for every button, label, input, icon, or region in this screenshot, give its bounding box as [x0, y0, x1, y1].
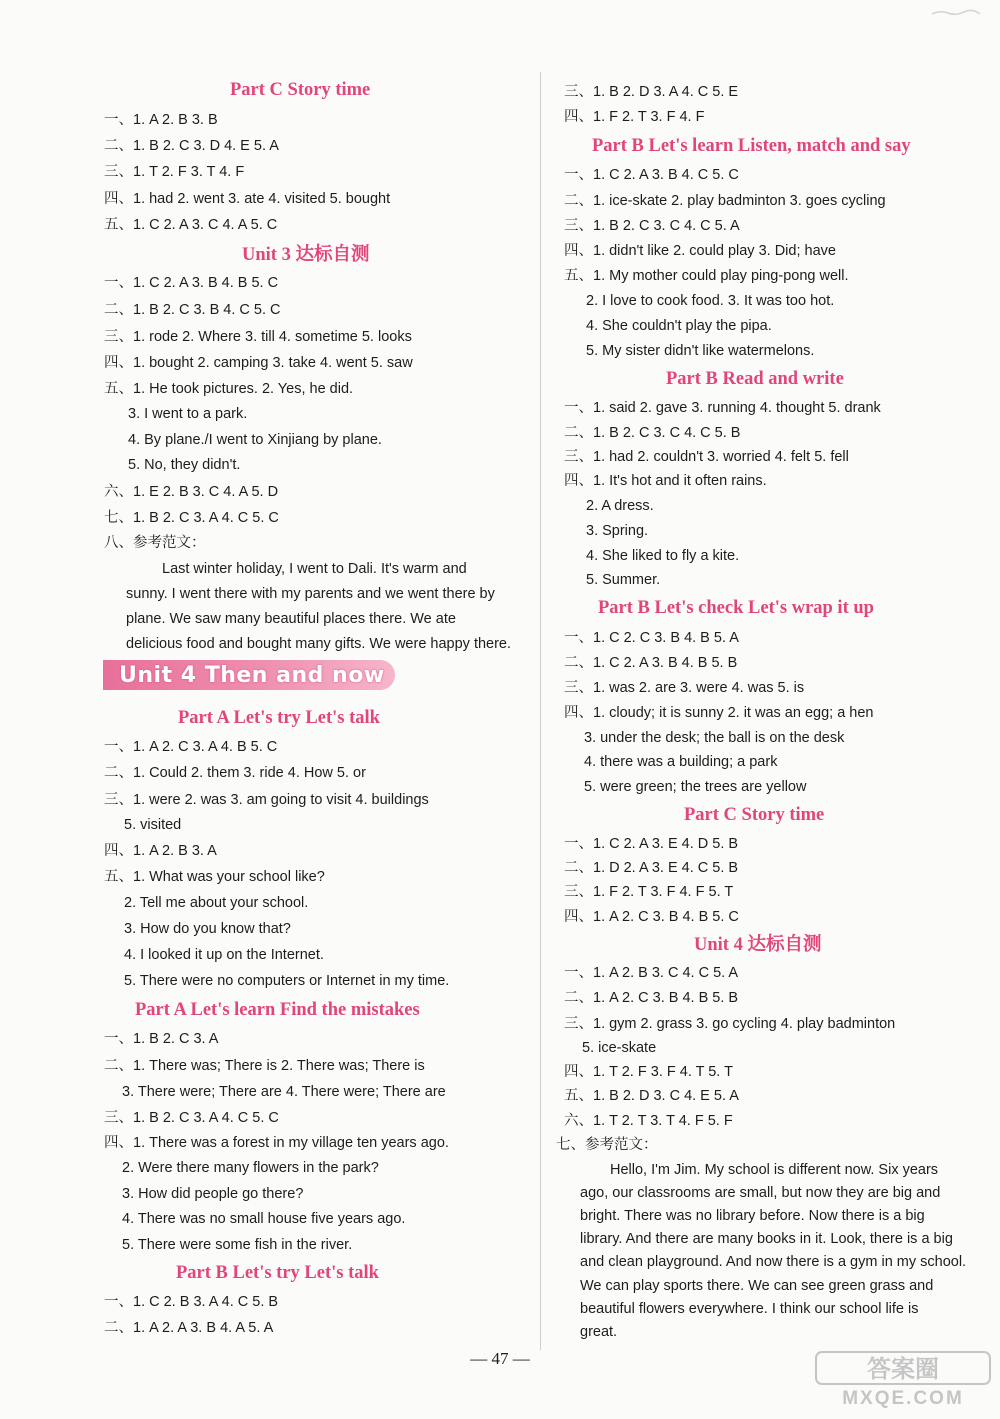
answer-line: 2. Tell me about your school.: [124, 895, 309, 911]
answer-line: 六、1. T 2. T 3. T 4. F 5. F: [564, 1113, 733, 1129]
watermark-mark: [812, 1350, 994, 1386]
answer-line: 5. visited: [124, 817, 182, 833]
answer-line: 四、1. There was a forest in my village ten years ago.: [104, 1135, 449, 1151]
answer-line: 5. There were no computers or Internet in my time.: [124, 973, 450, 989]
answer-line: 3. I went to a park.: [128, 406, 248, 422]
answer-line: plane. We saw many beautiful places there. We ate: [126, 611, 456, 627]
answer-line: 三、1. F 2. T 3. F 4. F 5. T: [564, 884, 734, 900]
section-heading-part-a-let-s-try-let-s-talk: Part A Let's try Let's talk: [178, 708, 380, 728]
answer-line: 五、1. He took pictures. 2. Yes, he did.: [104, 381, 354, 397]
answer-line: 二、1. ice-skate 2. play badminton 3. goes cycling: [564, 193, 886, 209]
page-number: — 47 —: [470, 1349, 530, 1368]
watermark-url: MXQE.COM: [842, 1388, 964, 1409]
answer-line: 4. I looked it up on the Internet.: [124, 947, 324, 963]
answer-line: 一、1. C 2. B 3. A 4. C 5. B: [104, 1294, 279, 1310]
answer-line: 五、1. What was your school like?: [104, 869, 325, 885]
answer-line: delicious food and bought many gifts. We were happy there.: [126, 636, 512, 652]
answer-line: 4. She liked to fly a kite.: [586, 548, 740, 564]
section-heading-part-b-read-and-write: Part B Read and write: [666, 369, 844, 389]
watermark-top-text: 答案圈: [867, 1355, 939, 1383]
answer-line: beautiful flowers everywhere. I think our school life is: [580, 1301, 919, 1317]
answer-line: 2. I love to cook food. 3. It was too hot.: [586, 293, 835, 309]
answer-line: 二、1. B 2. C 3. D 4. E 5. A: [104, 138, 279, 154]
answer-line: 5. There were some fish in the river.: [122, 1237, 353, 1253]
answer-line: 三、1. was 2. are 3. were 4. was 5. is: [564, 680, 805, 696]
answer-line: 一、1. C 2. C 3. B 4. B 5. A: [564, 630, 739, 646]
answer-line: great.: [580, 1324, 618, 1340]
answer-line: 六、1. E 2. B 3. C 4. A 5. D: [104, 484, 279, 500]
answer-line: 一、1. C 2. A 3. E 4. D 5. B: [564, 836, 739, 852]
answer-line: 3. Spring.: [586, 523, 649, 539]
watermark-emblem-icon: [812, 1350, 994, 1386]
answer-line: 三、1. B 2. C 3. A 4. C 5. C: [104, 1110, 279, 1126]
answer-line: 二、1. B 2. C 3. C 4. C 5. B: [564, 425, 741, 441]
answer-line: 四、1. F 2. T 3. F 4. F: [564, 109, 705, 125]
answer-line: 5. My sister didn't like watermelons.: [586, 343, 815, 359]
section-heading-part-c-story-time: Part C Story time: [230, 80, 371, 100]
answer-line: 四、1. bought 2. camping 3. take 4. went 5. saw: [104, 355, 413, 371]
answer-line: library. And there are many books in it. Look, there is a big: [580, 1231, 953, 1247]
answer-line: 四、1. cloudy; it is sunny 2. it was an egg; a hen: [564, 705, 874, 721]
answer-line: bright. There was no library before. Now there is a big: [580, 1208, 925, 1224]
answer-line: 三、1. had 2. couldn't 3. worried 4. felt 5. fell: [564, 449, 849, 465]
answer-line: 四、1. A 2. C 3. B 4. B 5. C: [564, 909, 739, 925]
answer-line: 四、1. A 2. B 3. A: [104, 843, 217, 859]
answer-line: sunny. I went there with my parents and we went there by: [126, 586, 495, 602]
answer-line: 3. How do you know that?: [124, 921, 291, 937]
answer-line: 三、1. were 2. was 3. am going to visit 4. buildings: [104, 792, 429, 808]
answer-line: 2. Were there many flowers in the park?: [122, 1160, 379, 1176]
answer-line: 二、1. C 2. A 3. B 4. B 5. B: [564, 655, 738, 671]
answer-line: 3. There were; There are 4. There were; There are: [122, 1084, 446, 1100]
answer-line: 5. No, they didn't.: [128, 457, 241, 473]
section-heading-part-c-story-time: Part C Story time: [684, 805, 825, 825]
answer-line: 一、1. A 2. C 3. A 4. B 5. C: [104, 739, 278, 755]
section-heading-unit-3: Unit 3 达标自测: [242, 245, 370, 265]
answer-line: and clean playground. And now there is a gym in my school.: [580, 1254, 967, 1270]
answer-line: 二、1. A 2. A 3. B 4. A 5. A: [104, 1320, 274, 1336]
answer-line: 三、1. gym 2. grass 3. go cycling 4. play badminton: [564, 1016, 896, 1032]
answer-line: 二、1. D 2. A 3. E 4. C 5. B: [564, 860, 739, 876]
answer-line: 5. were green; the trees are yellow: [584, 779, 807, 795]
section-heading-unit-4: Unit 4 达标自测: [694, 935, 822, 955]
answer-line: 4. She couldn't play the pipa.: [586, 318, 772, 334]
answer-line: 七、1. B 2. C 3. A 4. C 5. C: [104, 510, 279, 526]
unit-4-banner: [103, 660, 395, 690]
answer-line: Last winter holiday, I went to Dali. It's warm and: [162, 561, 467, 577]
answer-line: 五、1. B 2. D 3. C 4. E 5. A: [564, 1088, 739, 1104]
answer-line: 5. Summer.: [586, 572, 661, 588]
answer-line: 一、1. A 2. B 3. B: [104, 112, 218, 128]
answer-line: 三、1. rode 2. Where 3. till 4. sometime 5. looks: [104, 329, 412, 345]
answer-line: 四、1. T 2. F 3. F 4. T 5. T: [564, 1064, 733, 1080]
answer-line: Hello, I'm Jim. My school is different now. Six years: [610, 1162, 939, 1178]
answer-line: 一、1. B 2. C 3. A: [104, 1031, 219, 1047]
column-divider: [540, 72, 541, 1350]
answer-line: 一、1. C 2. A 3. B 4. C 5. C: [564, 167, 739, 183]
answer-line: 4. By plane./I went to Xinjiang by plane.: [128, 432, 382, 448]
unit-4-banner-title: Unit 4 Then and now: [119, 662, 385, 688]
section-heading-part-b-let-s-learn-listen-match-and-say: Part B Let's learn Listen, match and say: [592, 136, 911, 156]
answer-line: 四、1. didn't like 2. could play 3. Did; have: [564, 243, 836, 259]
answer-line: 三、1. B 2. C 3. C 4. C 5. A: [564, 218, 740, 234]
answer-line: 4. There was no small house five years ago.: [122, 1211, 406, 1227]
answer-line: 一、1. said 2. gave 3. running 4. thought 5. drank: [564, 400, 881, 416]
answer-line: 三、1. T 2. F 3. T 4. F: [104, 164, 245, 180]
answer-line: 二、1. A 2. C 3. B 4. B 5. B: [564, 990, 739, 1006]
answer-line: 5. ice-skate: [582, 1040, 657, 1056]
answer-line: 四、1. It's hot and it often rains.: [564, 473, 767, 489]
section-heading-part-b-let-s-check-let-s-wrap-it-up: Part B Let's check Let's wrap it up: [598, 598, 874, 618]
answer-line: 3. How did people go there?: [122, 1186, 304, 1202]
answer-line: 一、1. C 2. A 3. B 4. B 5. C: [104, 275, 279, 291]
answer-line: We can play sports there. We can see green grass and: [580, 1278, 934, 1294]
section-heading-part-b-let-s-try-let-s-talk: Part B Let's try Let's talk: [176, 1263, 379, 1283]
answer-line: 2. A dress.: [586, 498, 654, 514]
answer-line: 七、参考范文：: [556, 1137, 658, 1153]
answer-line: ago, our classrooms are small, but now they are big and: [580, 1185, 941, 1201]
answer-line: 五、1. C 2. A 3. C 4. A 5. C: [104, 217, 278, 233]
answer-line: 一、1. A 2. B 3. C 4. C 5. A: [564, 965, 739, 981]
answer-line: 三、1. B 2. D 3. A 4. C 5. E: [564, 84, 739, 100]
answer-line: 四、1. had 2. went 3. ate 4. visited 5. bought: [104, 191, 391, 207]
answer-line: 二、1. B 2. C 3. B 4. C 5. C: [104, 302, 281, 318]
watermark-logo: [812, 1350, 994, 1412]
section-heading-part-a-let-s-learn-find-the-mistakes: Part A Let's learn Find the mistakes: [135, 1000, 420, 1020]
answer-line: 3. under the desk; the ball is on the desk: [584, 730, 845, 746]
answer-line: 4. there was a building; a park: [584, 754, 778, 770]
answer-line: 二、1. Could 2. them 3. ride 4. How 5. or: [104, 765, 366, 781]
answer-line: 五、1. My mother could play ping-pong well.: [564, 268, 849, 284]
answer-line: 二、1. There was; There is 2. There was; There is: [104, 1058, 425, 1074]
answer-line: 八、参考范文：: [104, 535, 206, 551]
corner-smudge-icon: [930, 8, 982, 18]
